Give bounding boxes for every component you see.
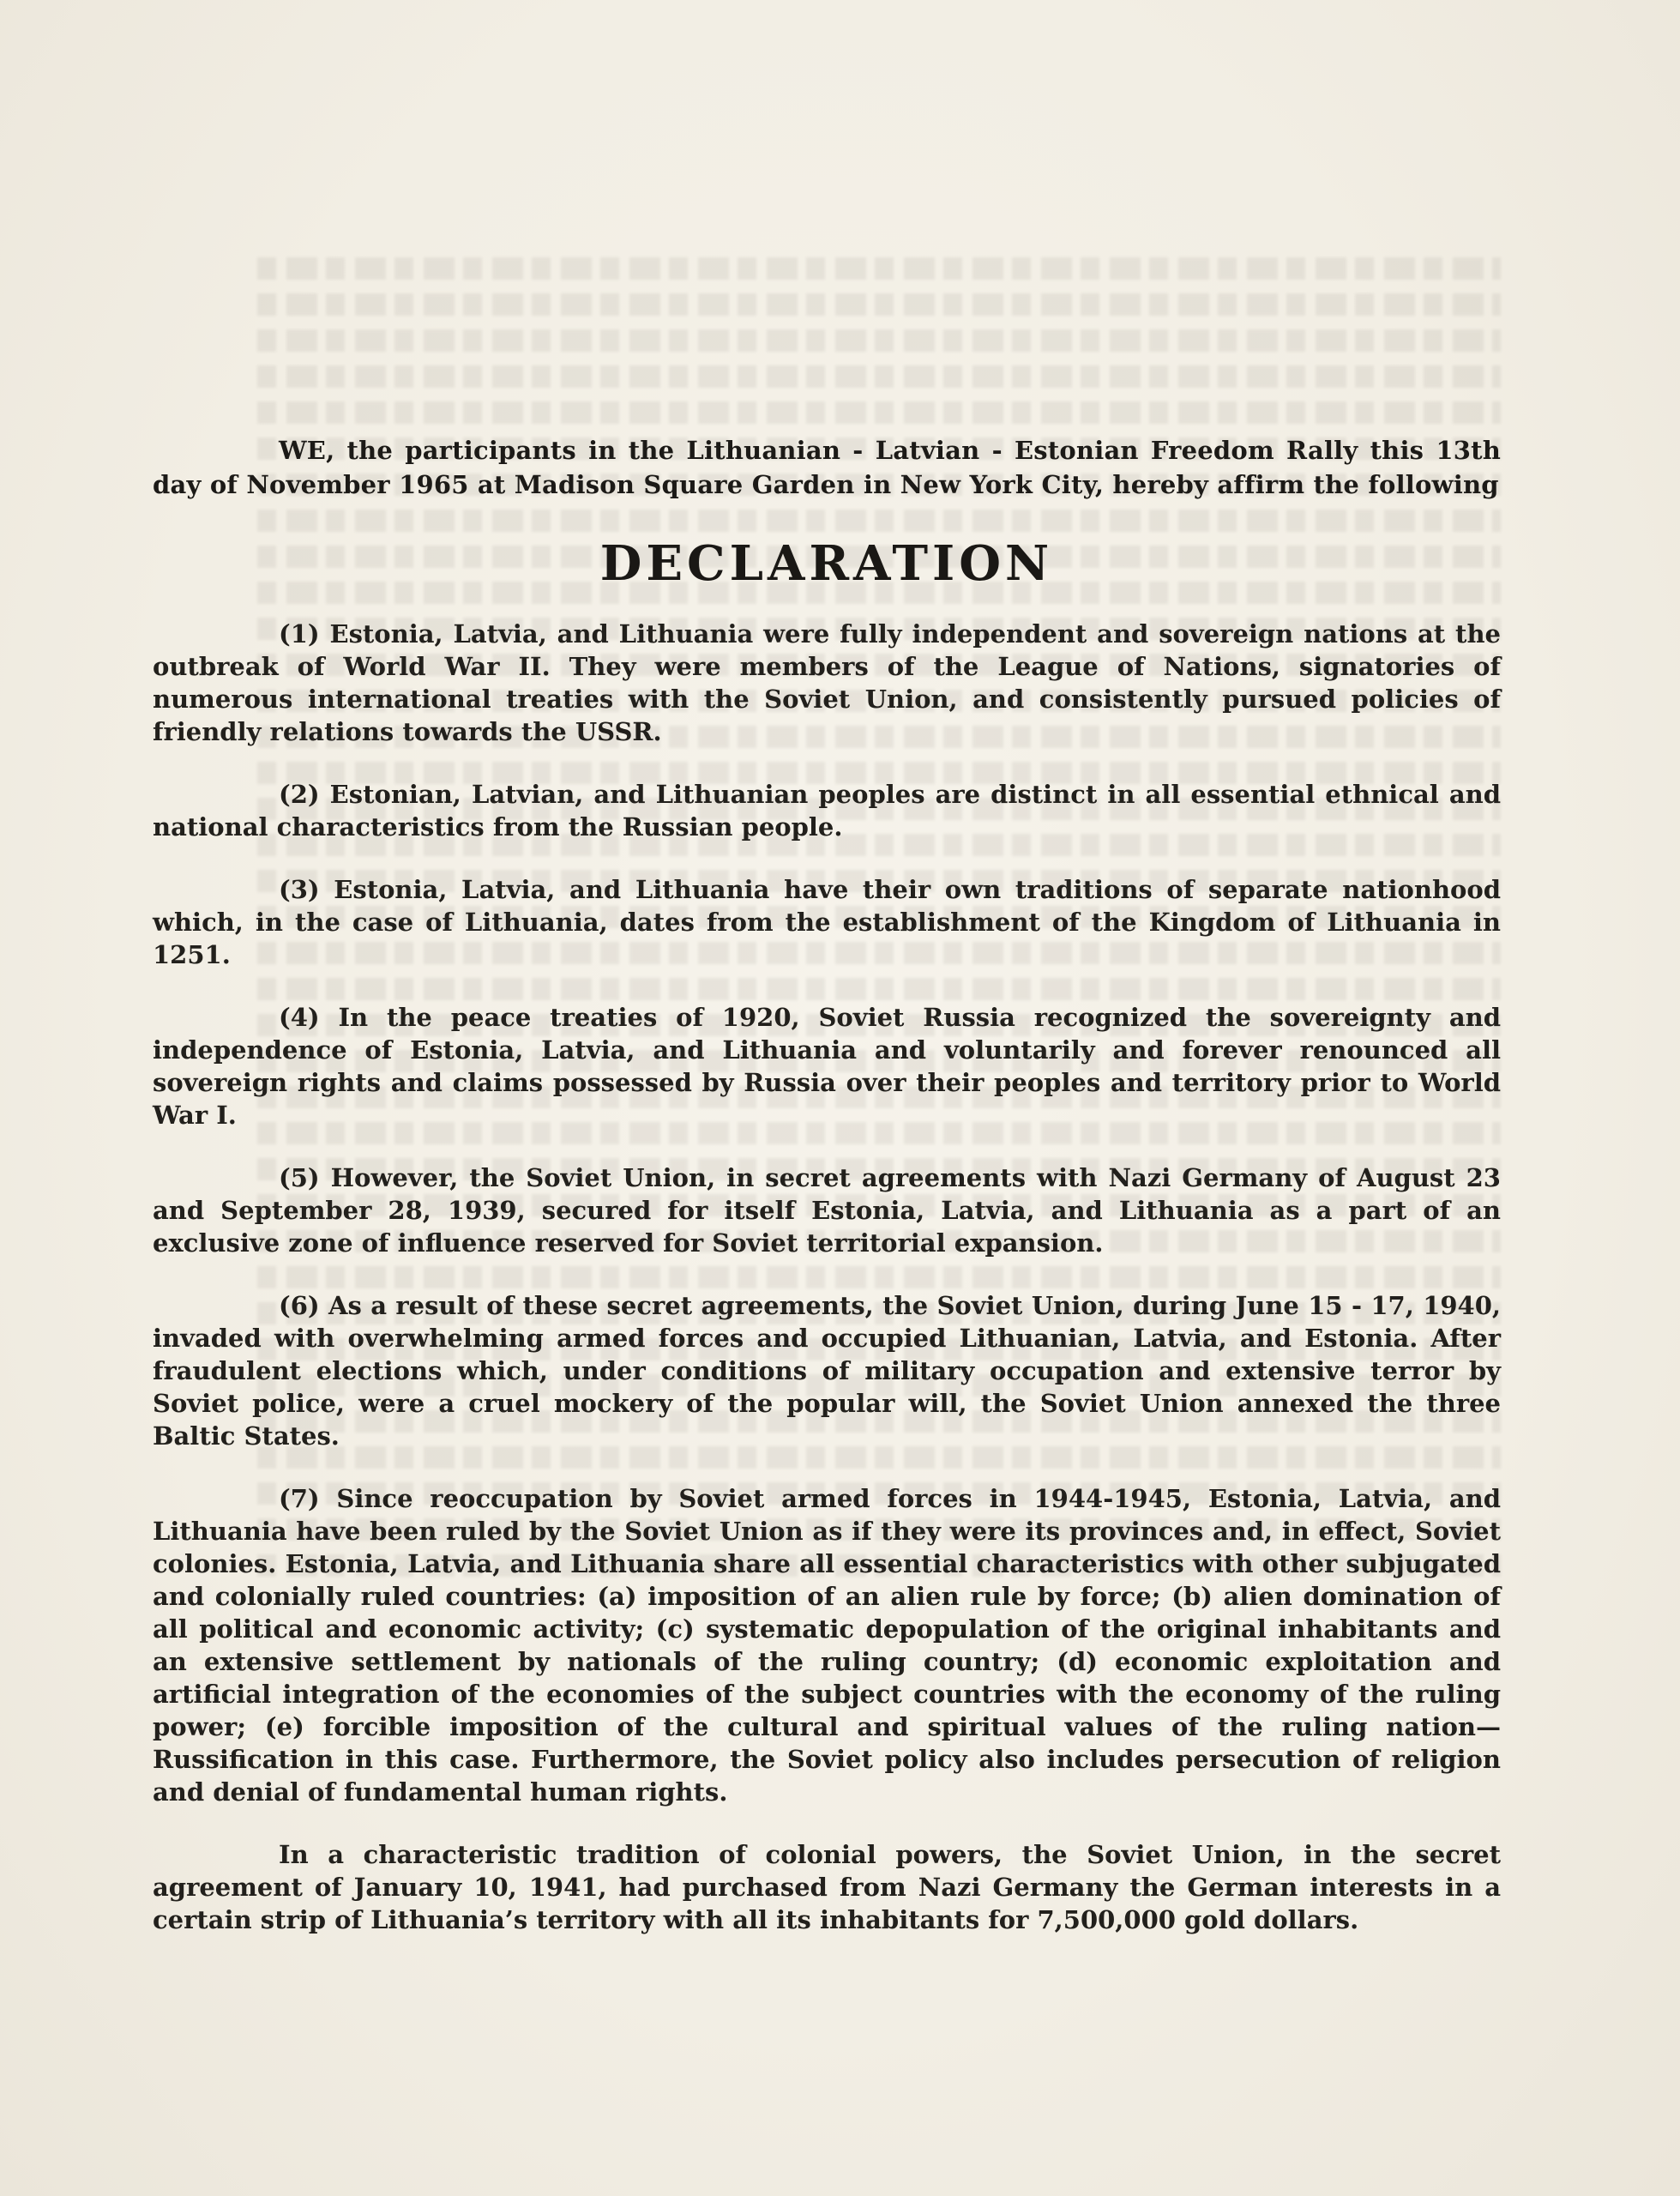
intro-paragraph: WE, the participants in the Lithuanian - Latvian - Estonian Freedom Rally this 13th day of November 1965 at Madison Square Garden in New York City, hereby affirm the following [153,436,1501,499]
paragraph-colonial-tradition: In a characteristic tradition of colonial powers, the Soviet Union, in the secret agreement of January 10, 1941, had purchased from Nazi Germany the German interests in a certain strip of Lithuania’s territory with all its inhabitants for 7,500,000 gold dollars. [153,1840,1501,1934]
paragraph-2: (2) Estonian, Latvian, and Lithuanian peoples are distinct in all essential ethnical and national characteristics from the Russian people. [153,780,1501,842]
paragraph-6: (6) As a result of these secret agreements, the Soviet Union, during June 15 - 17, 1940, invaded with overwhelming armed forces and occupied Lithuanian, Latvia, and Estonia. After fraudulent elections which, under conditions of military occupation and extensive terror by Soviet police, were a cruel mockery of the popular will, the Soviet Union annexed the three Baltic States. [153,1291,1501,1451]
paragraph-5: (5) However, the Soviet Union, in secret agreements with Nazi Germany of August 23 and September 28, 1939, secured for itself Estonia, Latvia, and Lithuania as a part of an exclusive zone of influence reserved for Soviet territorial expansion. [153,1163,1501,1258]
document-title: DECLARATION [599,535,1054,592]
paragraph-7: (7) Since reoccupation by Soviet armed forces in 1944-1945, Estonia, Latvia, and Lithuania have been ruled by the Soviet Union as if they were its provinces and, in effect, Soviet colonies. Estonia, Latvia, and Lithuania share all essential characteristics with other subjugated and colonially ruled countries: (a) imposition of an alien rule by force; (b) alien domination of all political and economic activity; (c) systematic depopulation of the original inhabitants and an extensive settlement by nationals of the ruling country; (d) economic exploitation and artificial integration of the economies of the subject countries with the economy of the ruling power; (e) forcible imposition of the cultural and spiritual values of the ruling nation—Russification in this case. Furthermore, the Soviet policy also includes persecution of religion and denial of fundamental human rights. [153,1484,1501,1807]
document-body [153,433,1501,1966]
paragraph-3: (3) Estonia, Latvia, and Lithuania have their own traditions of separate nationhood which, in the case of Lithuania, dates from the establishment of the Kingdom of Lithuania in 1251. [153,875,1501,969]
paragraph-4: (4) In the peace treaties of 1920, Soviet Russia recognized the sovereignty and independence of Estonia, Latvia, and Lithuania and voluntarily and forever renounced all sovereign rights and claims possessed by Russia over their peoples and territory prior to World War I. [153,1003,1501,1130]
paragraph-1: (1) Estonia, Latvia, and Lithuania were fully independent and sovereign nations at the outbreak of World War II. They were members of the League of Nations, signatories of numerous international treaties with the Soviet Union, and consistently pursued policies of friendly relations towards the USSR. [153,619,1501,746]
